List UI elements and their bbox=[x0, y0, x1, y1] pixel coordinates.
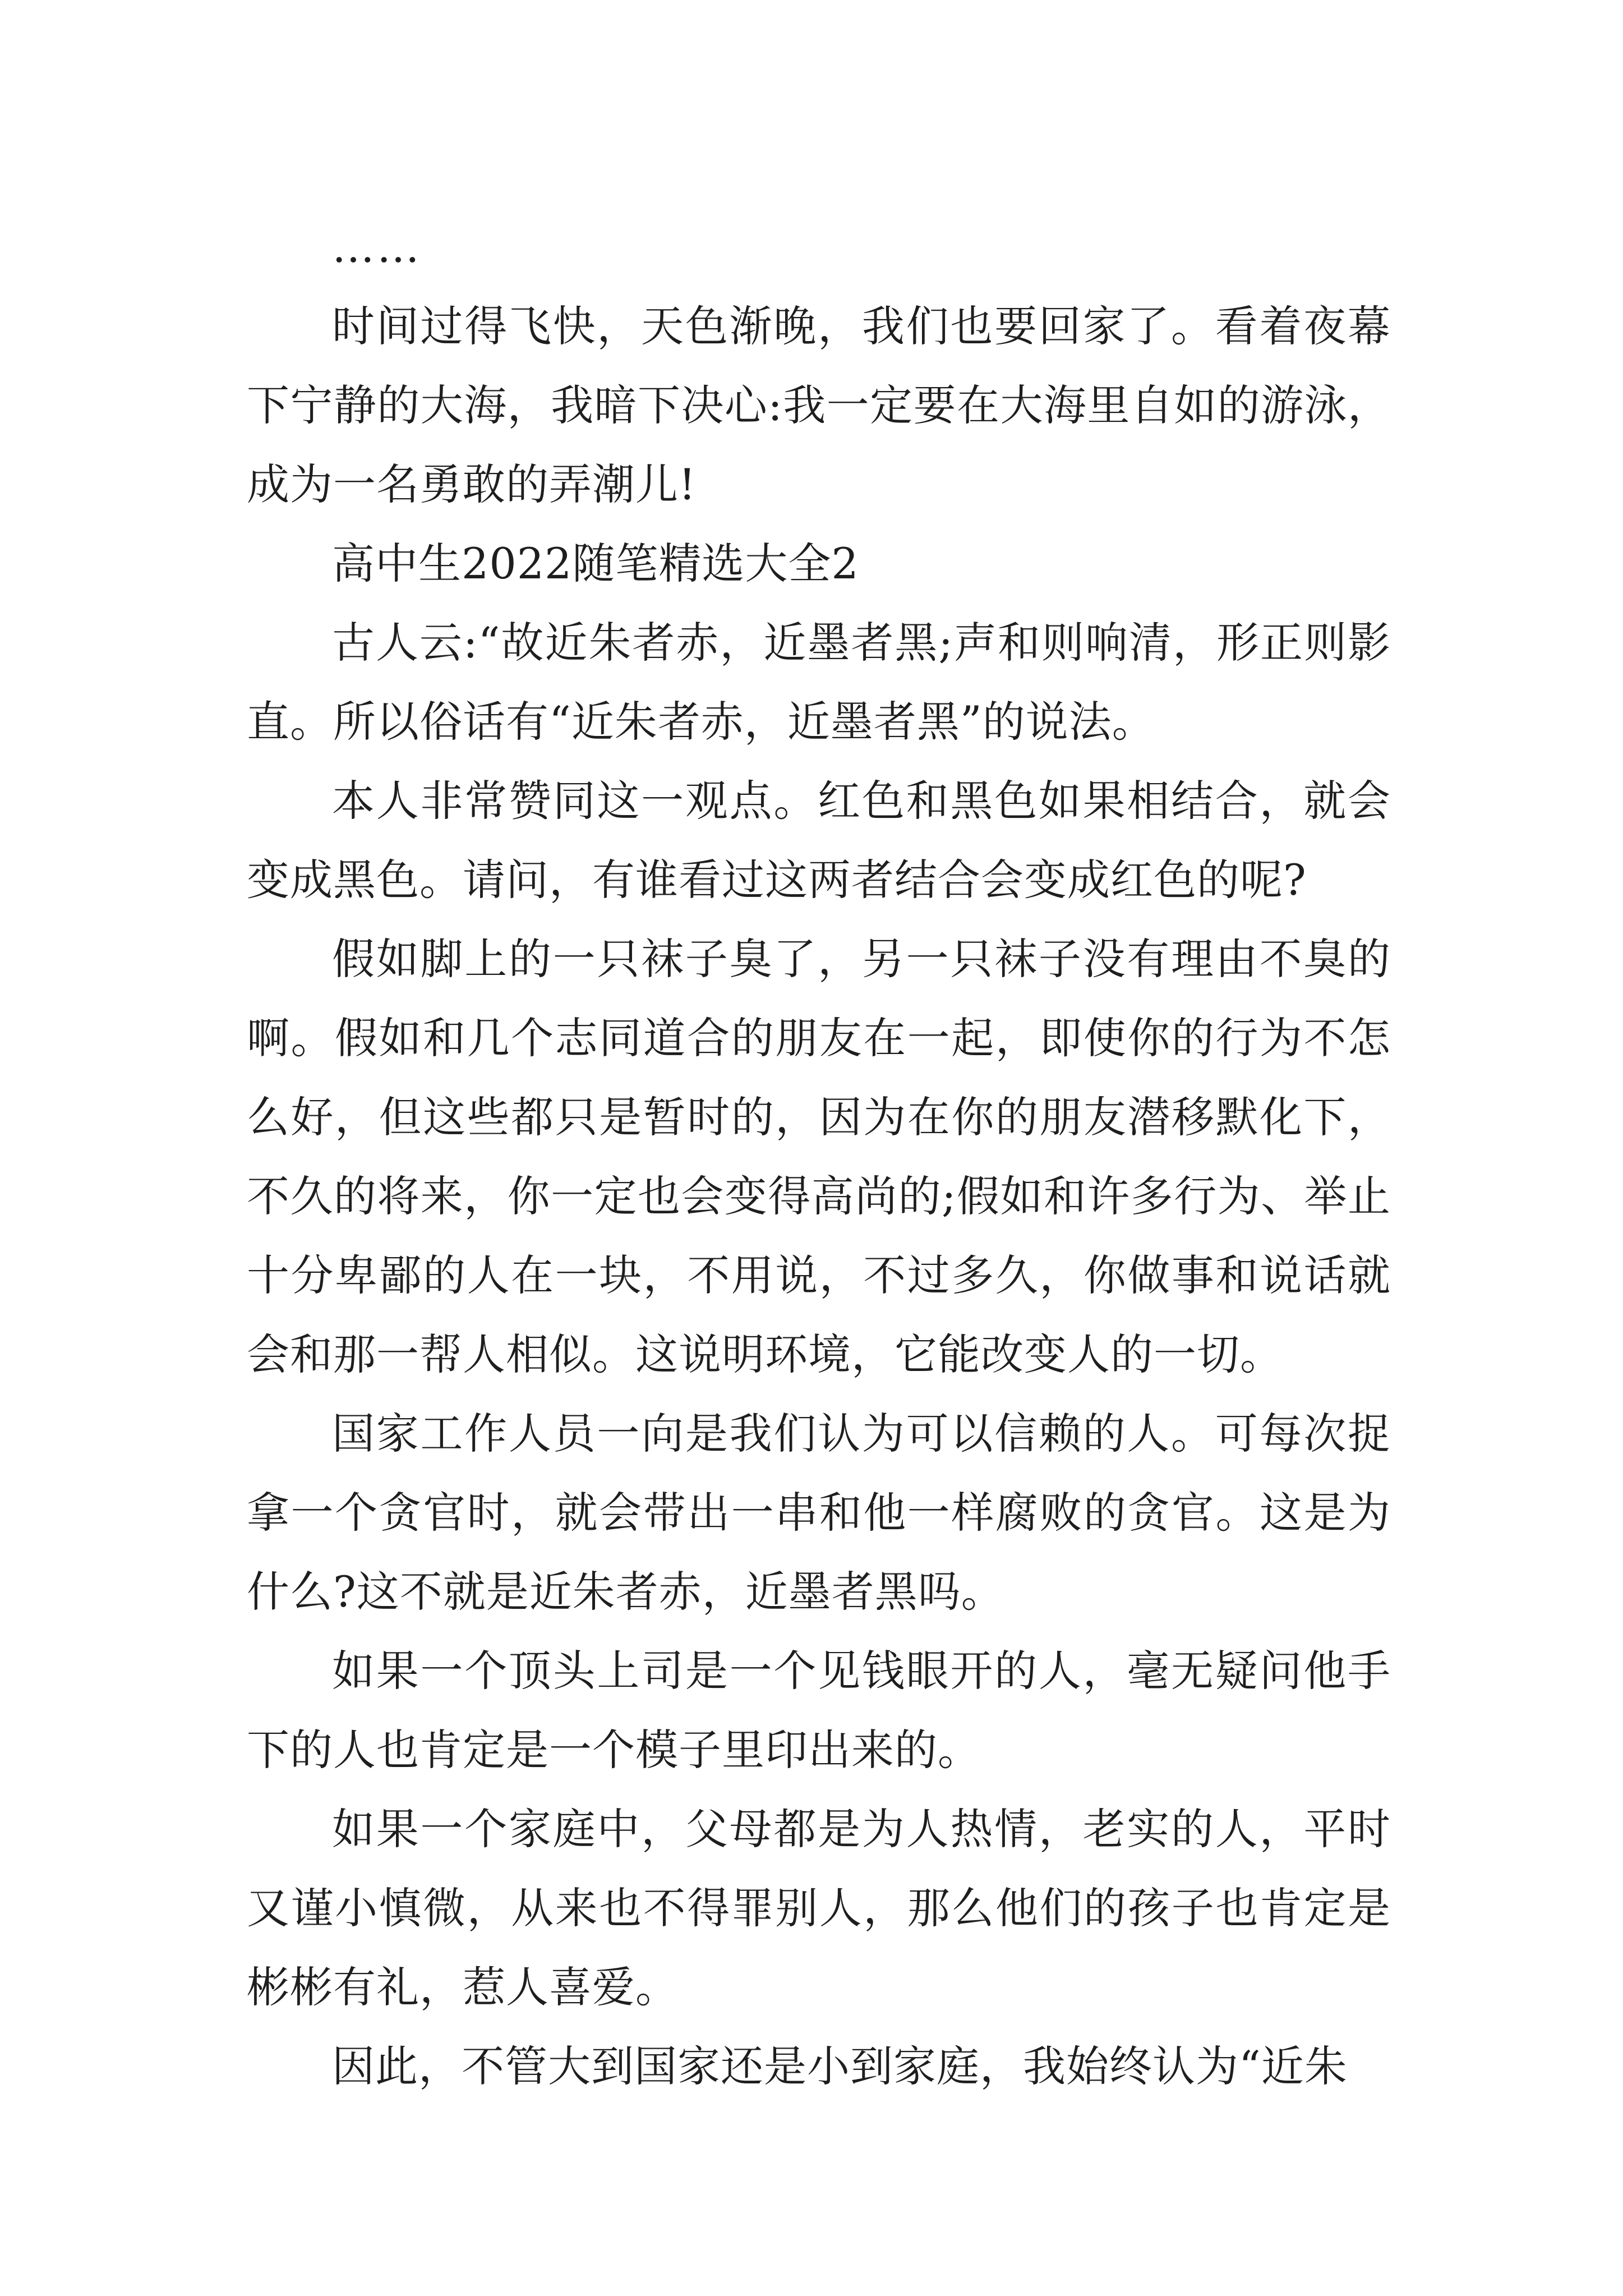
paragraph-conclusion: 因此，不管大到国家还是小到家庭，我始终认为“近朱 bbox=[332, 2041, 1348, 2091]
section-title: 高中生2022随笔精选大全2 bbox=[332, 539, 859, 588]
paragraph-socks-example: 假如脚上的一只袜子臭了，另一只袜子没有理由不臭的啊。假如和几个志同道合的朋友在一起，即使你的行为不怎么好，但这些都只是暂时的，因为在你的朋友潜移默化下，不久的将来，你一定也会变得高尚的;假如和许多行为、举止十分卑鄙的人在一块，不用说，不过多久，你做事和说话就会和那一帮人相似。这说明环境，它能改变人的一切。 bbox=[247, 934, 1391, 1379]
paragraph-ancient-saying: 古人云:“故近朱者赤，近墨者黑;声和则响清，形正则影直。所以俗话有“近朱者赤，近墨者黑”的说法。 bbox=[247, 618, 1391, 747]
paragraph-family: 如果一个家庭中，父母都是为人热情，老实的人，平时又谨小慎微，从来也不得罪别人，那么他们的孩子也肯定是彬彬有礼，惹人喜爱。 bbox=[247, 1804, 1391, 2012]
paragraph-boss: 如果一个顶头上司是一个见钱眼开的人，毫无疑问他手下的人也肯定是一个模子里印出来的。 bbox=[247, 1646, 1391, 1775]
document-body bbox=[247, 208, 1391, 2106]
paragraph-officials: 国家工作人员一向是我们认为可以信赖的人。可每次捉拿一个贪官时，就会带出一串和他一样腐败的贪官。这是为什么?这不就是近朱者赤，近墨者黑吗。 bbox=[247, 1409, 1391, 1617]
paragraph-agree-view: 本人非常赞同这一观点。红色和黑色如果相结合，就会变成黑色。请问，有谁看过这两者结合会变成红色的呢? bbox=[247, 776, 1391, 905]
paragraph-ellipsis: …… bbox=[332, 222, 422, 272]
paragraph-time-passes: 时间过得飞快，天色渐晚，我们也要回家了。看着夜幕下宁静的大海，我暗下决心:我一定要在大海里自如的游泳，成为一名勇敢的弄潮儿! bbox=[247, 301, 1391, 509]
